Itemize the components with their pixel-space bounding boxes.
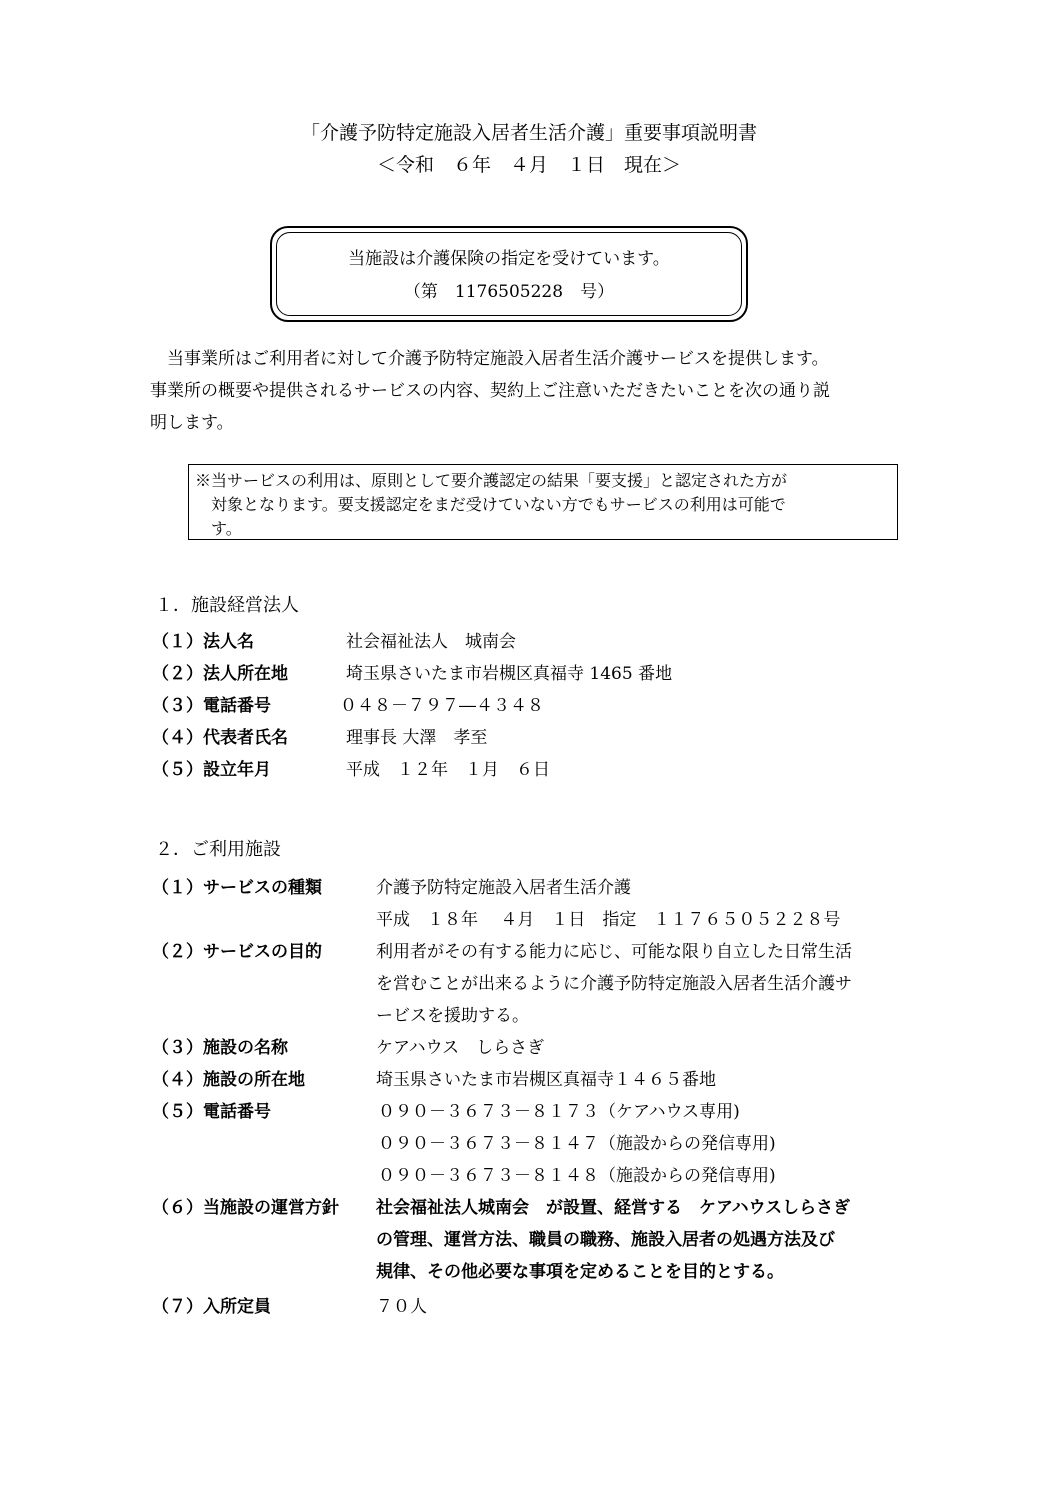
corp-address-label: （２）法人所在地 (152, 664, 288, 684)
designation-notice-box (270, 226, 748, 322)
facility-address-value: 埼玉県さいたま市岩槻区真福寺１４６５番地 (376, 1070, 716, 1090)
operating-policy-line-3: 規律、その他必要な事項を定めることを目的とする。 (376, 1262, 784, 1282)
service-purpose-line-2: を営むことが出来るように介護予防特定施設入居者生活介護サ (376, 974, 852, 994)
facility-address-label: （４）施設の所在地 (152, 1070, 305, 1090)
intro-line-3: 明します。 (150, 413, 234, 433)
capacity-value: ７０人 (376, 1297, 427, 1317)
service-designation-value: 平成 １８年 ４月 １日 指定 １１７６５０５２２８号 (376, 910, 841, 930)
section-1-heading: １．施設経営法人 (155, 595, 299, 616)
corp-address-value: 埼玉県さいたま市岩槻区真福寺 1465 番地 (346, 664, 673, 684)
eligibility-note-line-2: 対象となります。要支援認定をまだ受けていない方でもサービスの利用は可能で (211, 495, 786, 514)
designation-number: （第 1176505228 号） (403, 282, 615, 302)
operating-policy-line-1: 社会福祉法人城南会 が設置、経営する ケアハウスしらさぎ (376, 1198, 851, 1218)
service-purpose-line-1: 利用者がその有する能力に応じ、可能な限り自立した日常生活 (376, 942, 852, 962)
service-type-label: （１）サービスの種類 (152, 878, 322, 898)
eligibility-note-line-3: す。 (211, 519, 242, 538)
facility-phone-1: ０９０－３６７３－８１７３（ケアハウス専用) (378, 1102, 740, 1122)
document-date: ＜令和 ６年 ４月 １日 現在＞ (376, 154, 681, 176)
corp-name-value: 社会福祉法人 城南会 (346, 632, 516, 652)
established-value: 平成 １２年 １月 ６日 (346, 760, 550, 780)
intro-line-2: 事業所の概要や提供されるサービスの内容、契約上ご注意いただきたいことを次の通り説 (150, 381, 830, 401)
representative-label: （４）代表者氏名 (152, 728, 288, 748)
corp-name-label: （１）法人名 (152, 632, 254, 652)
section-2-heading: ２．ご利用施設 (155, 839, 281, 860)
eligibility-note-box (188, 464, 898, 540)
facility-phone-3: ０９０－３６７３－８１４８（施設からの発信専用) (378, 1166, 776, 1186)
facility-name-label: （３）施設の名称 (152, 1038, 288, 1058)
established-label: （５）設立年月 (152, 760, 271, 780)
corp-phone-label: （３）電話番号 (152, 696, 271, 716)
intro-line-1: 当事業所はご利用者に対して介護予防特定施設入居者生活介護サービスを提供します。 (150, 349, 829, 369)
facility-name-value: ケアハウス しらさぎ (376, 1038, 545, 1058)
service-type-value: 介護予防特定施設入居者生活介護 (376, 878, 631, 898)
representative-value: 理事長 大澤 孝至 (346, 728, 488, 748)
designation-notice-text: 当施設は介護保険の指定を受けています。 (348, 249, 670, 269)
corp-phone-value: ０４８－７９７―４３４８ (340, 696, 544, 716)
service-purpose-line-3: ービスを援助する。 (376, 1006, 529, 1026)
service-purpose-label: （２）サービスの目的 (152, 942, 322, 962)
operating-policy-label: （６）当施設の運営方針 (152, 1198, 339, 1218)
document-title: 「介護予防特定施設入居者生活介護」重要事項説明書 (300, 122, 757, 144)
facility-phone-label: （５）電話番号 (152, 1102, 271, 1122)
capacity-label: （７）入所定員 (152, 1297, 271, 1317)
eligibility-note-line-1: ※当サービスの利用は、原則として要介護認定の結果「要支援」と認定された方が (195, 471, 788, 490)
operating-policy-line-2: の管理、運営方法、職員の職務、施設入居者の処遇方法及び (376, 1230, 835, 1250)
facility-phone-2: ０９０－３６７３－８１４７（施設からの発信専用) (378, 1134, 776, 1154)
